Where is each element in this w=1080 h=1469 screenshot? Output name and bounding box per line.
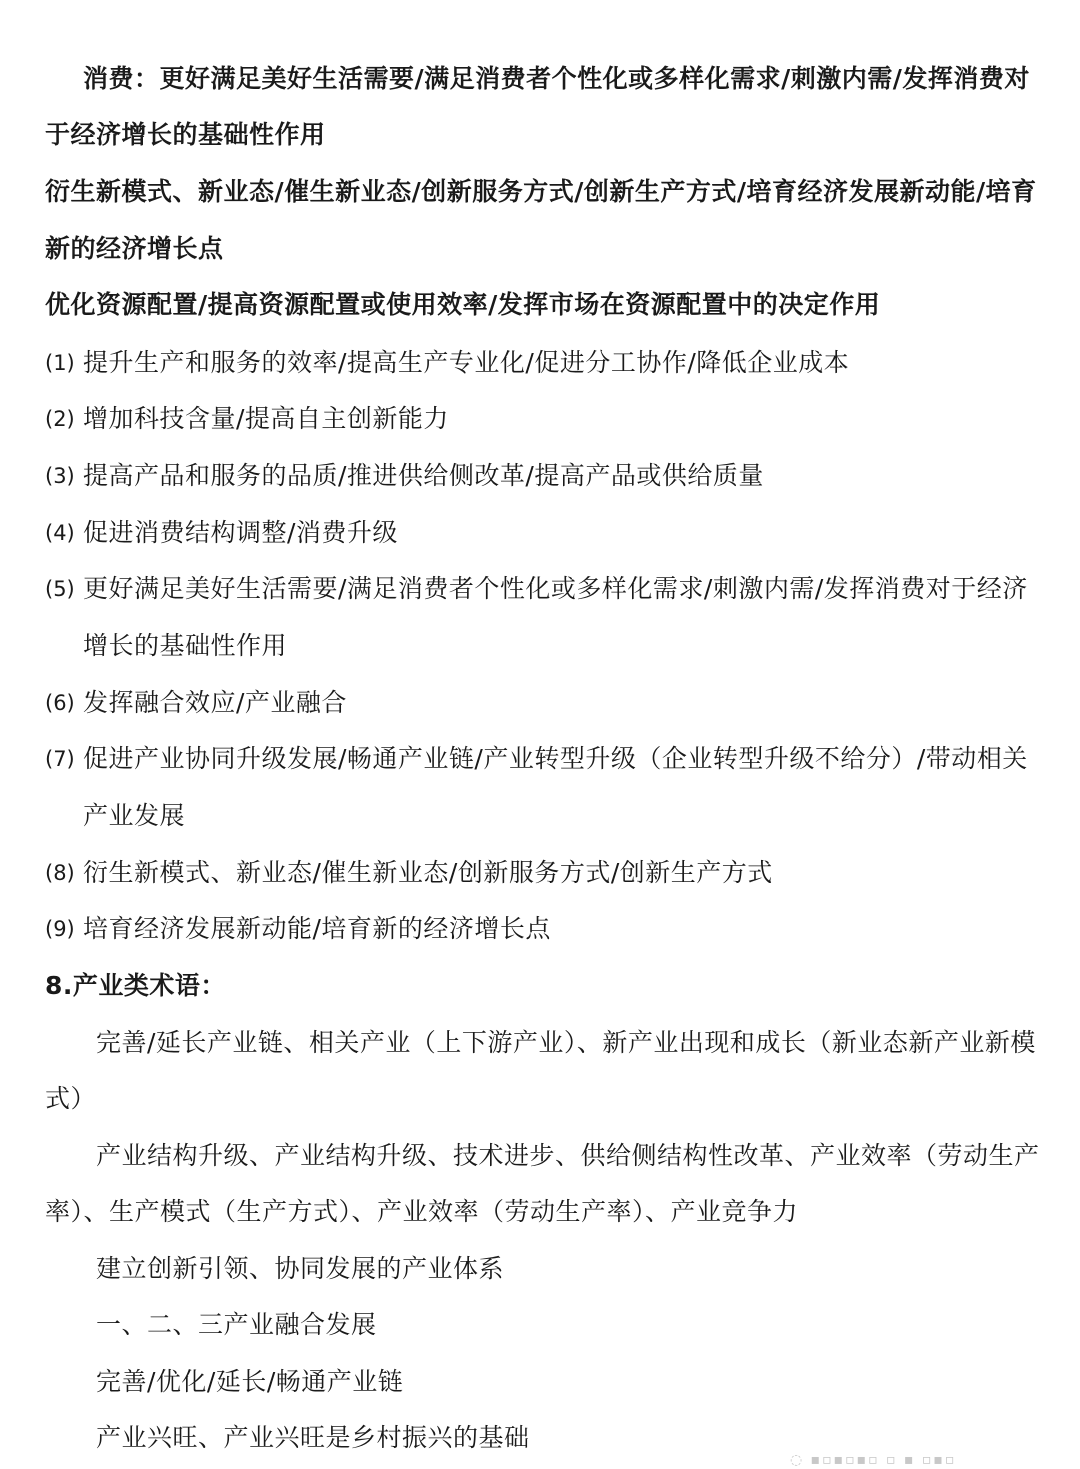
consumption-line-1: 消费：更好满足美好生活需要/满足消费者个性化或多样化需求/刺激内需/发挥消费对	[83, 64, 1030, 93]
list-item-text: 提升生产和服务的效率/提高生产专业化/促进分工协作/降低企业成本	[83, 348, 850, 377]
innovation-system-line: 建立创新引领、协同发展的产业体系	[96, 1254, 505, 1283]
list-item-continuation: 产业发展	[83, 801, 186, 830]
list-item-number: (1)	[45, 351, 75, 375]
list-item-number: (3)	[45, 464, 75, 488]
industry-chain-improve-line: 完善/优化/延长/畅通产业链	[96, 1367, 404, 1396]
list-item-number: (4)	[45, 521, 75, 545]
resource-allocation-line: 优化资源配置/提高资源配置或使用效率/发挥市场在资源配置中的决定作用	[45, 290, 881, 319]
new-model-line-2: 新的经济增长点	[45, 234, 224, 263]
list-item-number: (7)	[45, 747, 75, 771]
list-item-text: 增加科技含量/提高自主创新能力	[83, 404, 449, 433]
list-item-text: 促进产业协同升级发展/畅通产业链/产业转型升级（企业转型升级不给分）/带动相关	[83, 744, 1028, 773]
list-item-number: (9)	[45, 917, 75, 941]
list-item-number: (5)	[45, 577, 75, 601]
section-8-heading: 8.产业类术语：	[45, 971, 226, 1000]
list-item-text: 衍生新模式、新业态/催生新业态/创新服务方式/创新生产方式	[83, 858, 773, 887]
industry-structure-line-1: 产业结构升级、产业结构升级、技术进步、供给侧结构性改革、产业效率（劳动生产	[96, 1141, 1040, 1170]
list-item-continuation: 增长的基础性作用	[83, 631, 288, 660]
list-item-text: 培育经济发展新动能/培育新的经济增长点	[83, 914, 551, 943]
list-item-number: (6)	[45, 691, 75, 715]
list-item-text: 更好满足美好生活需要/满足消费者个性化或多样化需求/刺激内需/发挥消费对于经济	[83, 574, 1028, 603]
watermark: ◌ ▪▫▪▫▪▫ ▫ ▪ ▫▪▫	[790, 1452, 957, 1468]
industry-structure-line-2: 率）、生产模式（生产方式）、产业效率（劳动生产率）、产业竞争力	[45, 1197, 799, 1226]
list-item-number: (8)	[45, 861, 75, 885]
industry-chain-line-1: 完善/延长产业链、相关产业（上下游产业）、新产业出现和成长（新业态新产业新模	[96, 1028, 1036, 1057]
list-item-text: 促进消费结构调整/消费升级	[83, 518, 398, 547]
industry-chain-line-2: 式）	[45, 1084, 97, 1113]
rural-revitalization-line: 产业兴旺、产业兴旺是乡村振兴的基础	[96, 1423, 530, 1452]
industry-integration-line: 一、二、三产业融合发展	[96, 1310, 377, 1339]
consumption-line-2: 于经济增长的基础性作用	[45, 120, 326, 149]
list-item-text: 发挥融合效应/产业融合	[83, 688, 347, 717]
list-item-text: 提高产品和服务的品质/推进供给侧改革/提高产品或供给质量	[83, 461, 764, 490]
list-item-number: (2)	[45, 407, 75, 431]
new-model-line-1: 衍生新模式、新业态/催生新业态/创新服务方式/创新生产方式/培育经济发展新动能/培育	[45, 177, 1037, 206]
